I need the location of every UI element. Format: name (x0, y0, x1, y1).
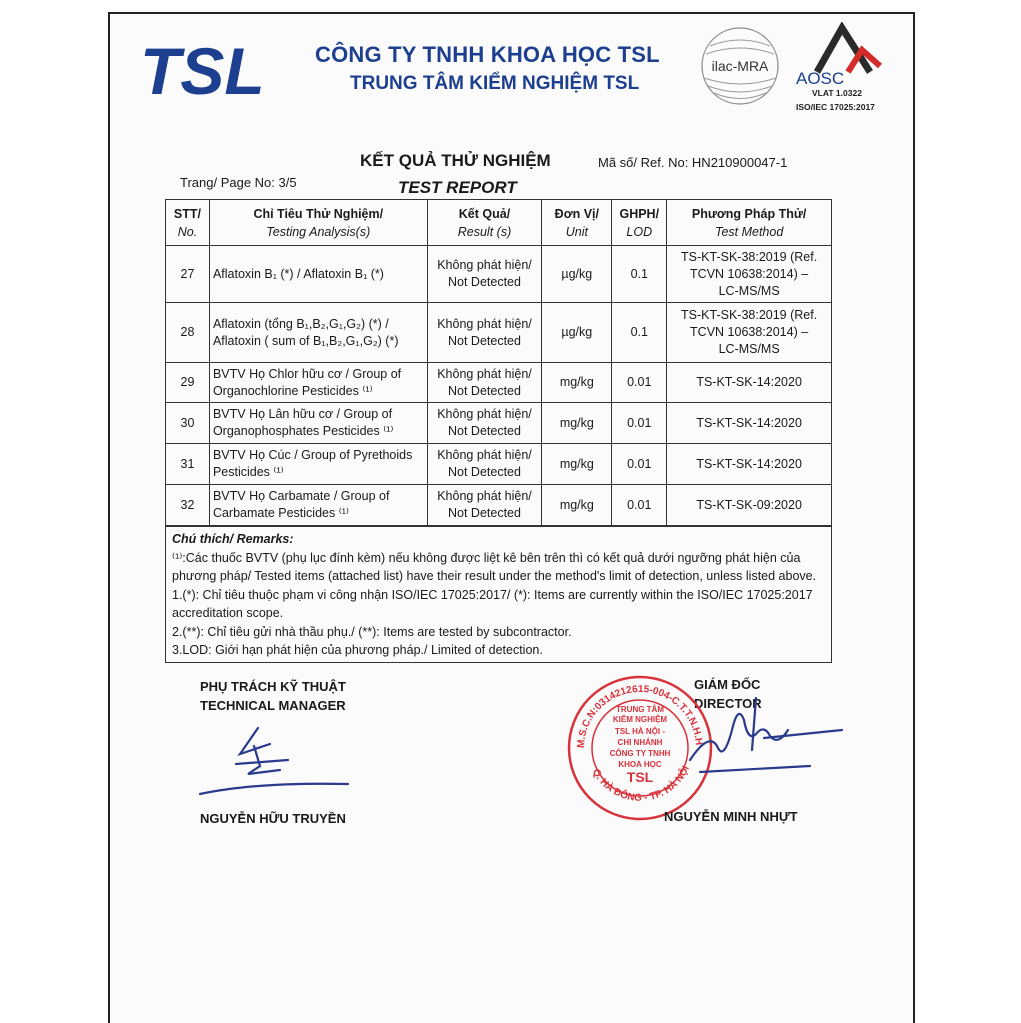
row-result: Không phát hiện/ Not Detected (427, 246, 542, 303)
remarks-box (165, 526, 832, 663)
row-result: Không phát hiện/ Not Detected (427, 303, 542, 363)
row-result: Không phát hiện/ Not Detected (427, 403, 542, 444)
row-lod: 0.01 (612, 403, 667, 444)
ilac-mra-badge (700, 26, 780, 106)
director-signature (660, 690, 845, 780)
row-lod: 0.01 (612, 363, 667, 403)
row-unit: mg/kg (542, 363, 612, 403)
svg-text:CHI NHÁNH: CHI NHÁNH (617, 738, 663, 747)
report-title-vn: KẾT QUẢ THỬ NGHIỆM (360, 151, 551, 170)
tech-manager-signature (196, 724, 356, 804)
header-no: STT/ No. (166, 200, 210, 246)
center-name: TRUNG TÂM KIỂM NGHIỆM TSL (350, 73, 640, 94)
company-name: CÔNG TY TNHH KHOA HỌC TSL (315, 42, 660, 67)
row-no: 28 (166, 303, 210, 363)
row-analysis: BVTV Họ Chlor hữu cơ / Group of Organochlorine Pesticides ⁽¹⁾ (209, 363, 427, 403)
svg-text:KHOA HỌC: KHOA HỌC (618, 760, 662, 769)
row-analysis: Aflatoxin B₁ (*) / Aflatoxin B₁ (*) (209, 246, 427, 303)
svg-text:TSL: TSL (626, 769, 654, 785)
vlat-text: VLAT 1.0322 (812, 88, 862, 98)
row-no: 29 (166, 363, 210, 403)
remark-line: phương pháp/ Tested items (attached list) have their result under the method's limit of detection, unless listed above. (172, 569, 817, 583)
svg-text:CÔNG TY TNHH: CÔNG TY TNHH (609, 749, 671, 758)
table-row (166, 403, 832, 444)
remark-line: ⁽¹⁾:Các thuốc BVTV (phụ lục đính kèm) nếu không được liệt kê bên trên thì có kết quả dưới ngưỡng phát hiện của (172, 550, 801, 565)
ilac-text: ilac-MRA (711, 58, 769, 74)
remark-line: 1.(*): Chỉ tiêu thuộc phạm vi công nhận ISO/IEC 17025:2017/ (*): Items are currently within the ISO/IEC 17025:2017 (172, 587, 813, 602)
table-row (166, 485, 832, 526)
row-result: Không phát hiện/ Not Detected (427, 363, 542, 403)
iso-text: ISO/IEC 17025:2017 (796, 102, 875, 112)
tsl-logo-text: TSL (140, 38, 265, 104)
row-unit: mg/kg (542, 403, 612, 444)
tech-manager-title-en: TECHNICAL MANAGER (200, 698, 346, 713)
header-method: Phương Pháp Thử/ Test Method (667, 200, 832, 246)
row-lod: 0.1 (612, 303, 667, 363)
aosc-text: AOSC (796, 69, 845, 88)
remarks-title: Chú thích/ Remarks: (172, 532, 294, 546)
director-name: NGUYỄN MINH NHỰT (664, 809, 798, 824)
tech-manager-name: NGUYỄN HỮU TRUYỀN (200, 811, 346, 826)
table-row (166, 363, 832, 403)
row-method: TS-KT-SK-38:2019 (Ref. TCVN 10638:2014) – LC-MS/MS (667, 246, 832, 303)
row-method: TS-KT-SK-09:2020 (667, 485, 832, 526)
row-analysis: BVTV Họ Lân hữu cơ / Group of Organophosphates Pesticides ⁽¹⁾ (209, 403, 427, 444)
row-method: TS-KT-SK-14:2020 (667, 444, 832, 485)
remark-line: accreditation scope. (172, 606, 284, 620)
header-unit: Đơn Vị/ Unit (542, 200, 612, 246)
row-lod: 0.01 (612, 485, 667, 526)
row-no: 32 (166, 485, 210, 526)
row-unit: µg/kg (542, 303, 612, 363)
svg-text:TRUNG TÂM: TRUNG TÂM (616, 705, 664, 714)
svg-text:TSL HÀ NỘI -: TSL HÀ NỘI - (614, 727, 666, 736)
reference-number: Mã số/ Ref. No: HN210900047-1 (598, 155, 788, 170)
row-unit: mg/kg (542, 485, 612, 526)
row-analysis: BVTV Họ Cúc / Group of Pyrethoids Pesticides ⁽¹⁾ (209, 444, 427, 485)
director-title-en: DIRECTOR (694, 696, 762, 711)
row-lod: 0.1 (612, 246, 667, 303)
row-result: Không phát hiện/ Not Detected (427, 485, 542, 526)
row-analysis: BVTV Họ Carbamate / Group of Carbamate Pesticides ⁽¹⁾ (209, 485, 427, 526)
aosc-badge (792, 22, 892, 112)
row-method: TS-KT-SK-14:2020 (667, 363, 832, 403)
row-no: 31 (166, 444, 210, 485)
remark-line: 3.LOD: Giới hạn phát hiện của phương pháp./ Limited of detection. (172, 643, 543, 657)
table-row (166, 303, 832, 363)
row-result: Không phát hiện/ Not Detected (427, 444, 542, 485)
header-result: Kết Quả/ Result (s) (427, 200, 542, 246)
row-lod: 0.01 (612, 444, 667, 485)
table-row (166, 246, 832, 303)
stamp-ring-text: M.S.C.N:0314212615-004-C.T.T.N.H.H (575, 683, 705, 749)
row-no: 30 (166, 403, 210, 444)
table-row (166, 444, 832, 485)
row-method: TS-KT-SK-38:2019 (Ref. TCVN 10638:2014) – LC-MS/MS (667, 303, 832, 363)
row-analysis: Aflatoxin (tổng B₁,B₂,G₁,G₂) (*) / Aflatoxin ( sum of B₁,B₂,G₁,G₂) (*) (209, 303, 427, 363)
svg-text:KIỂM NGHIỆM: KIỂM NGHIỆM (612, 715, 668, 724)
results-table (165, 199, 832, 526)
remark-line: 2.(**): Chỉ tiêu gửi nhà thầu phụ./ (**): Items are tested by subcontractor. (172, 624, 572, 639)
tech-manager-title-vn: PHỤ TRÁCH KỸ THUẬT (200, 679, 346, 694)
row-method: TS-KT-SK-14:2020 (667, 403, 832, 444)
header-lod: GHPH/ LOD (612, 200, 667, 246)
row-unit: mg/kg (542, 444, 612, 485)
header-analysis: Chỉ Tiêu Thử Nghiệm/ Testing Analysis(s) (209, 200, 427, 246)
table-header-row (166, 200, 832, 246)
director-title-vn: GIÁM ĐỐC (694, 677, 761, 692)
page-number: Trang/ Page No: 3/5 (180, 175, 297, 190)
row-no: 27 (166, 246, 210, 303)
stamp-bottom-text: Q. HÀ ĐÔNG - TP. HÀ NỘI (589, 764, 692, 804)
report-title-en: TEST REPORT (398, 178, 517, 197)
tsl-logo (136, 38, 291, 104)
row-unit: µg/kg (542, 246, 612, 303)
